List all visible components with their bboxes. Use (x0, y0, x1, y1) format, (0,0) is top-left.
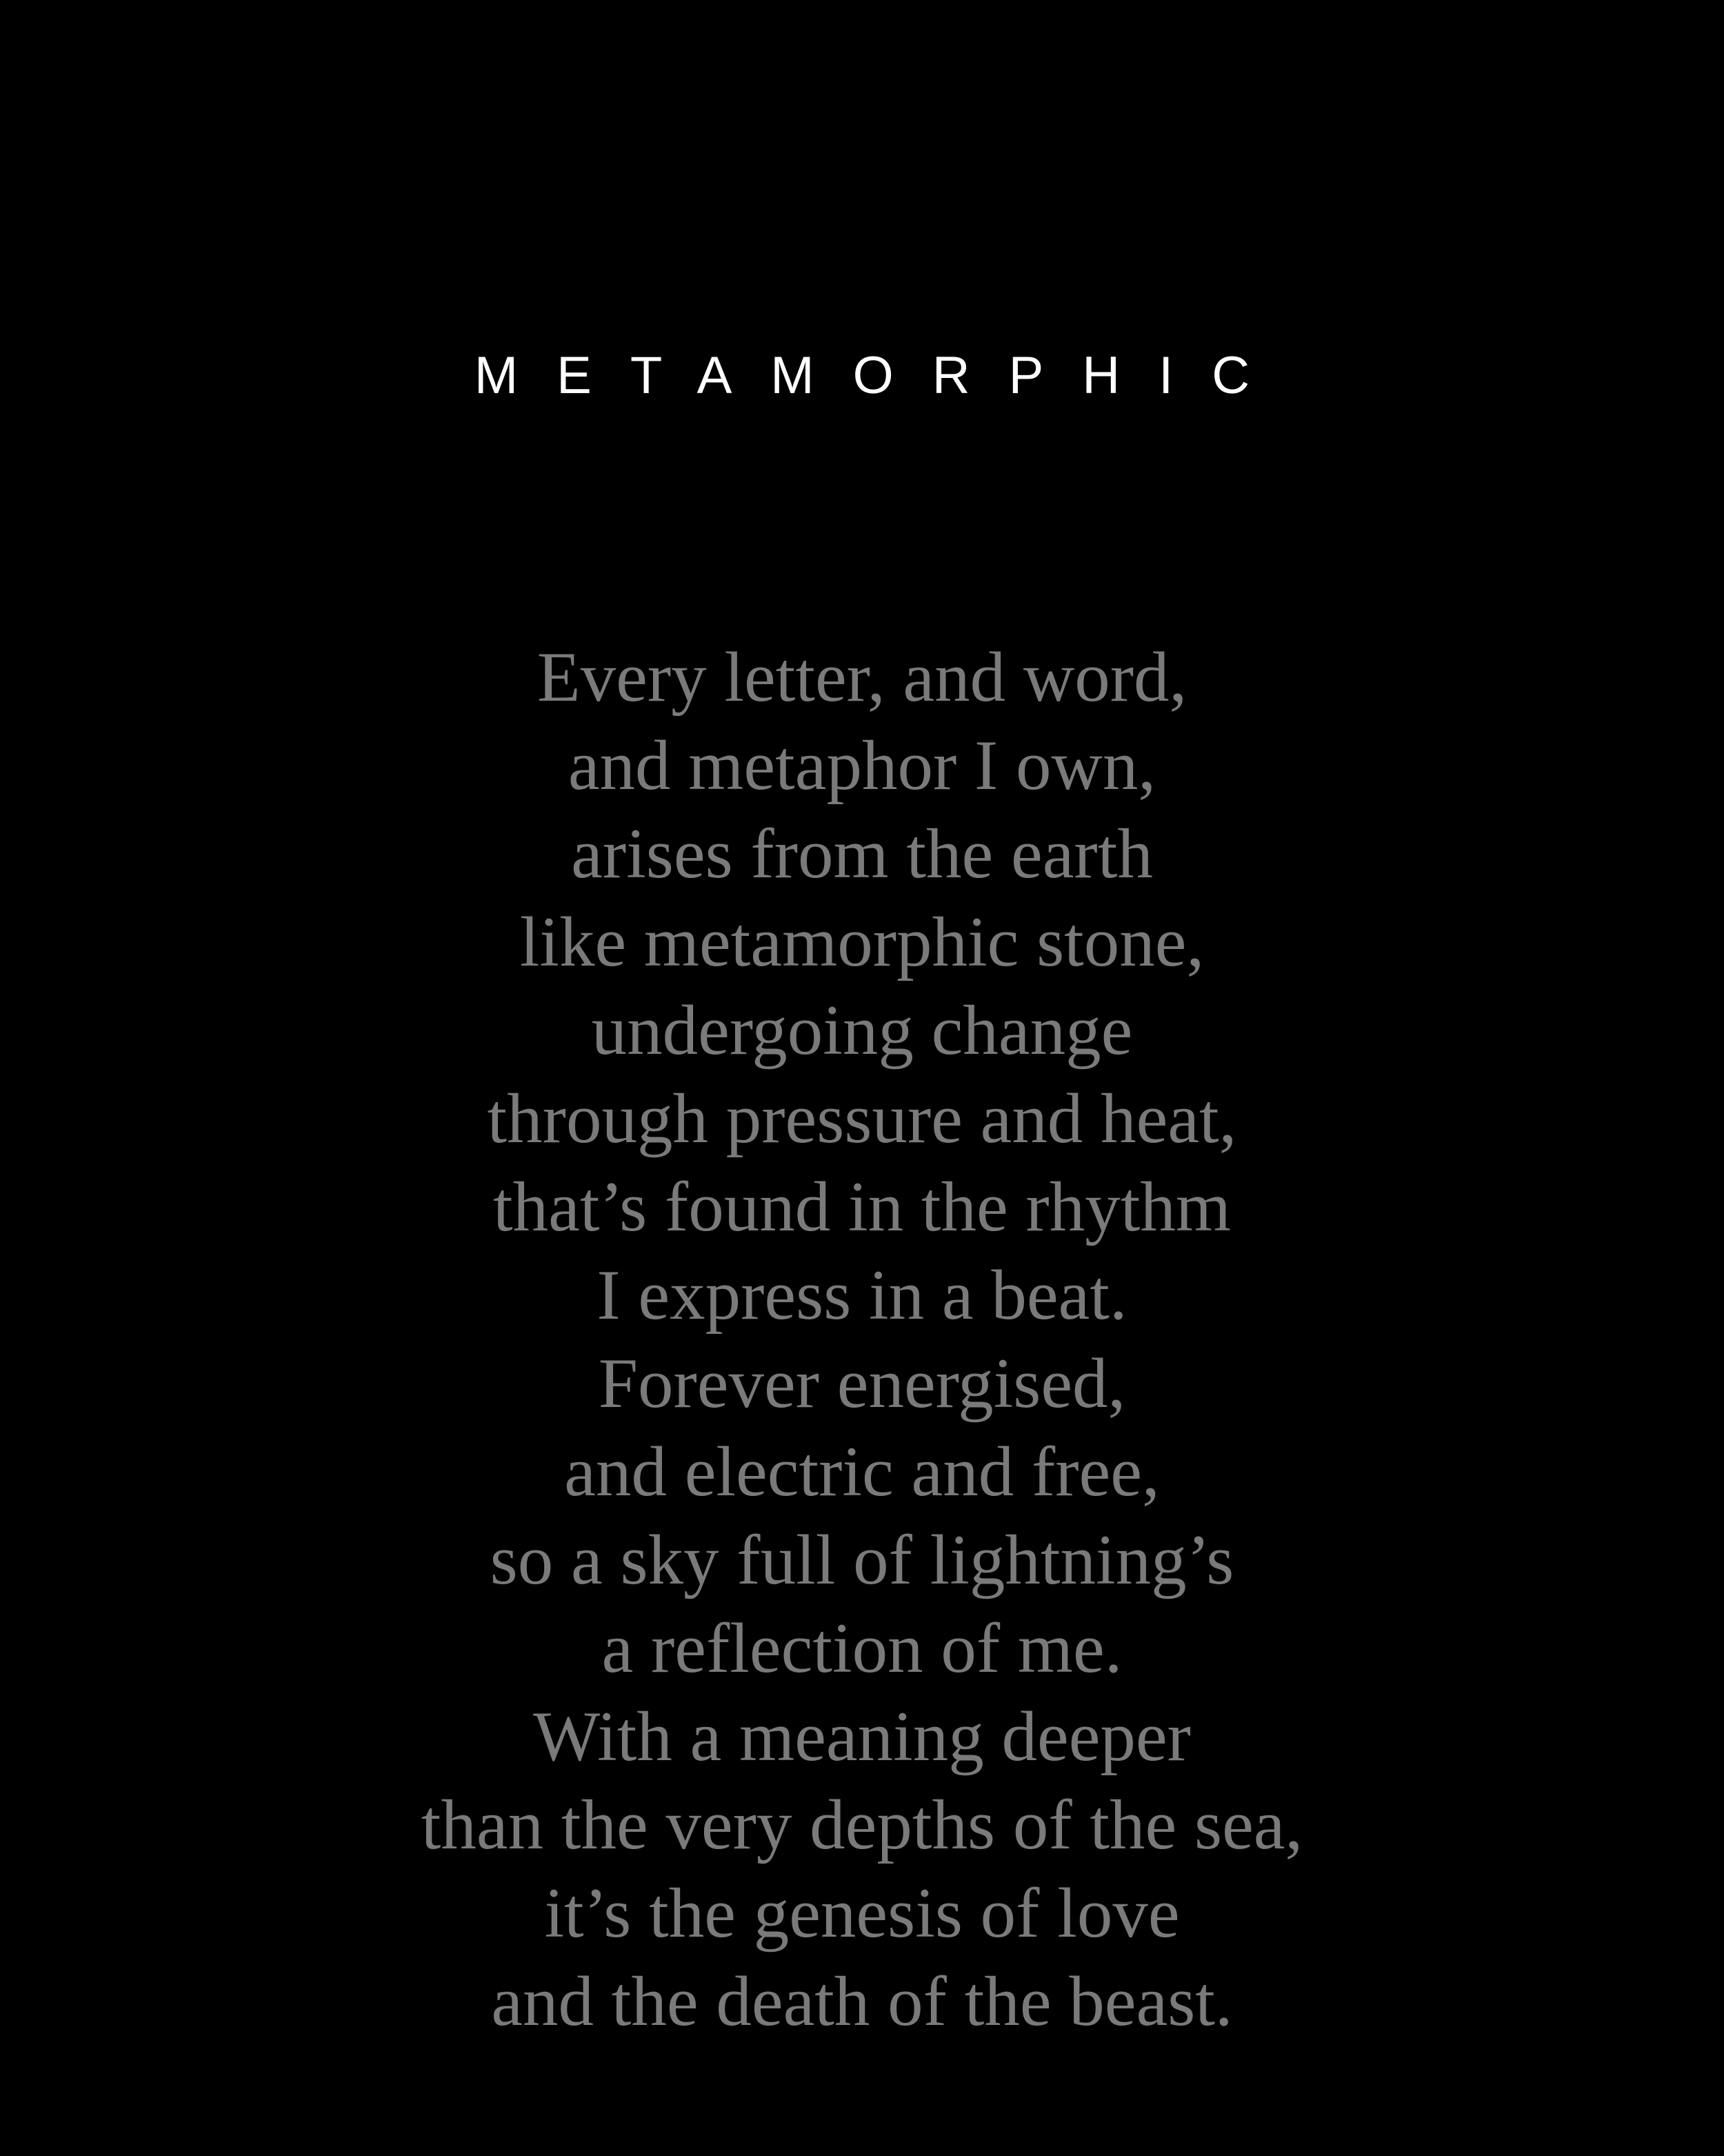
poem-line: I express in a beat. (597, 1256, 1127, 1335)
poem-line: Forever energised, (598, 1344, 1126, 1423)
poem-line: and metaphor I own, (568, 726, 1156, 805)
poem-line: through pressure and heat, (487, 1079, 1237, 1158)
poem-line: that’s found in the rhythm (493, 1168, 1231, 1246)
poem-body (0, 633, 1724, 2046)
poem-line: a reflection of me. (601, 1609, 1123, 1688)
poem-line: Every letter, and word, (537, 638, 1187, 717)
poem-line: than the very depths of the sea, (421, 1786, 1303, 1864)
poem-line: and electric and free, (564, 1433, 1160, 1511)
poem-line: it’s the genesis of love (544, 1874, 1180, 1953)
poem-line: With a meaning deeper (533, 1697, 1191, 1776)
poem-line: like metamorphic stone, (519, 903, 1205, 981)
poem-line: undergoing change (591, 991, 1133, 1070)
poem-title: METAMORPHIC (474, 346, 1289, 405)
poem-line: arises from the earth (571, 815, 1153, 893)
poem-line: so a sky full of lightning’s (490, 1521, 1234, 1599)
poem-line: and the death of the beast. (491, 1962, 1233, 2041)
